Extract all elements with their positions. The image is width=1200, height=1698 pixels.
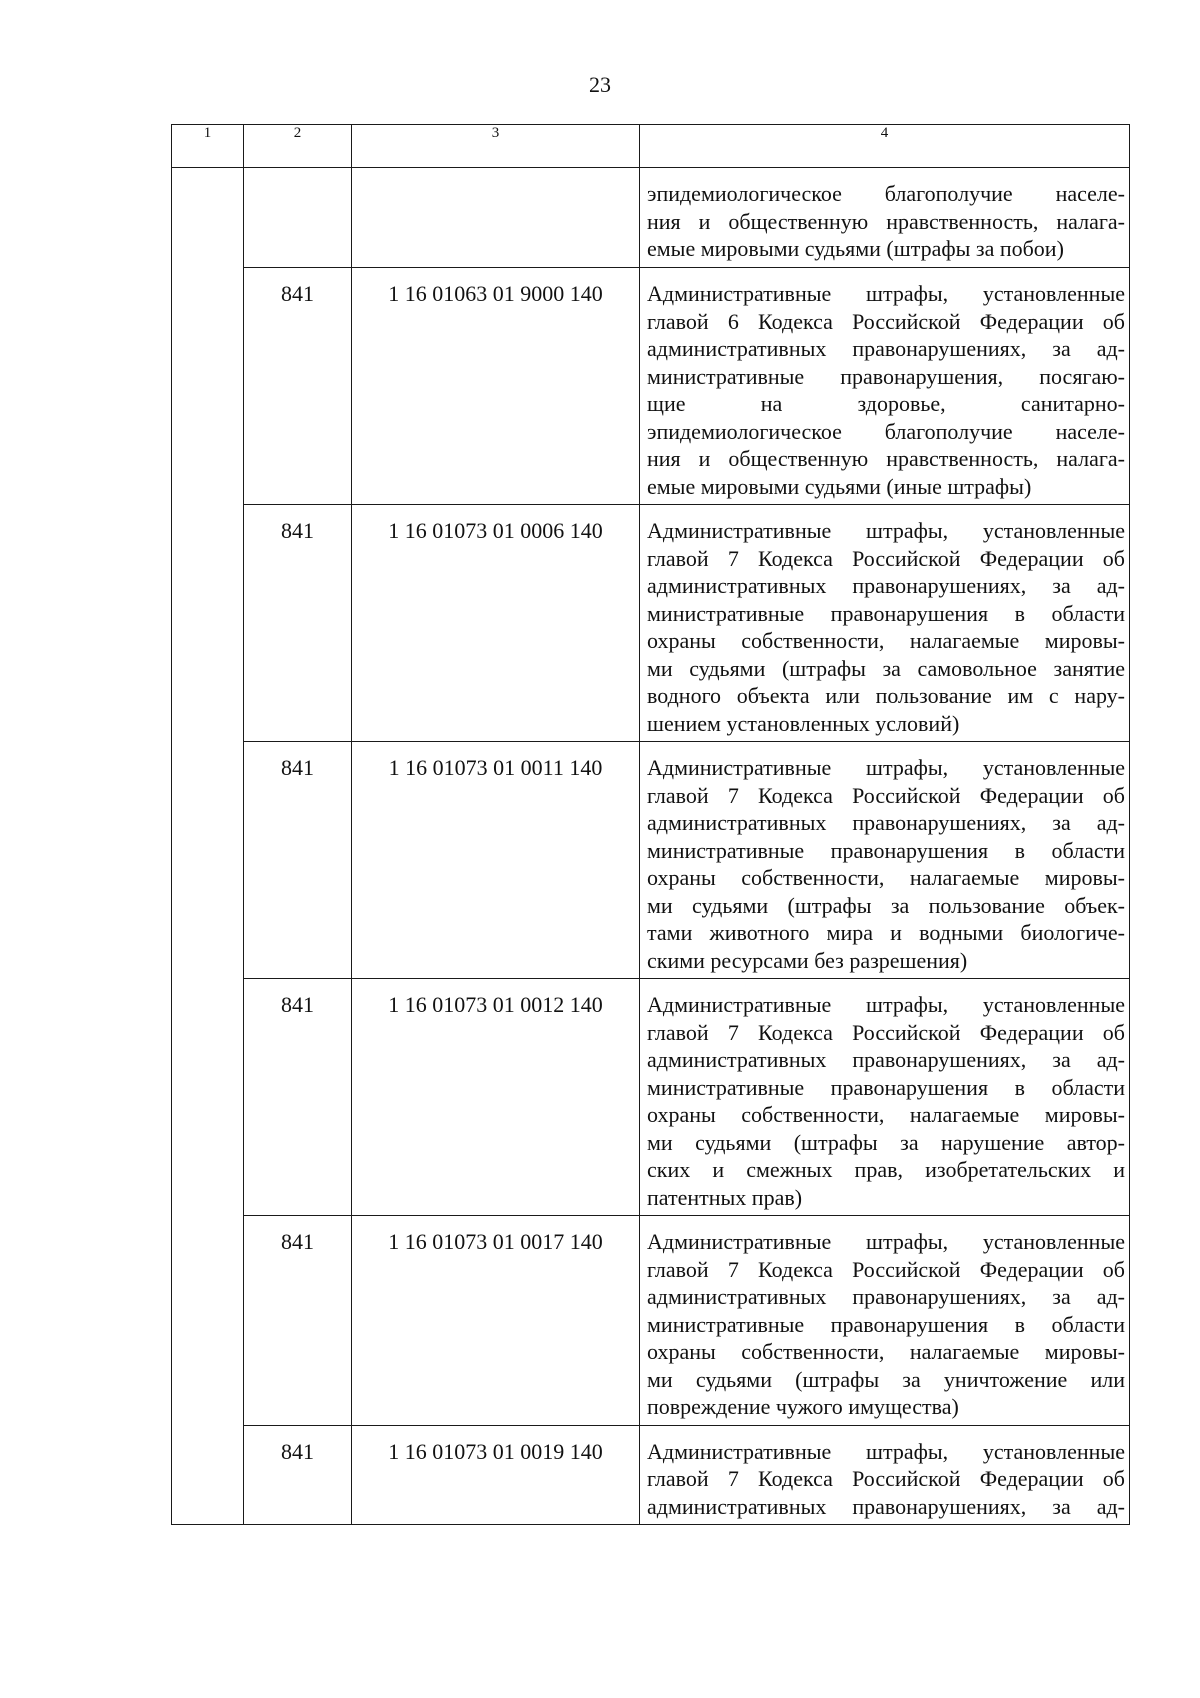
description-line: ния и общественную нравственность, налага- [647,446,1125,471]
table-row [172,1216,1130,1426]
admin-code-cell: 841 [244,268,352,505]
description-cell [640,742,1130,979]
description-line: охраны собственности, налагаемые мировы- [647,1339,1125,1364]
description-cell [640,1216,1130,1426]
description-line: административных правонарушениях, за ад- [647,1493,1125,1519]
description-line: эпидемиологическое благополучие населе- [647,418,1125,444]
description-line: административных правонарушениях, за ад- [647,573,1125,598]
admin-code-cell: 841 [244,742,352,979]
description-line: ми судьями (штрафы за самовольное занятие [647,655,1125,681]
admin-code-cell [244,168,352,268]
description-line: Административные штрафы, установленные [647,518,1125,543]
header-cell-1: 1 [172,125,244,168]
description-line: министративные правонарушения в области [647,837,1125,863]
description-line: административных правонарушениях, за ад- [647,336,1125,361]
description-cell [640,1425,1130,1525]
description-line: щие на здоровье, санитарно- [647,391,1125,416]
description-line: ми судьями (штрафы за пользование объек- [647,892,1125,918]
description-line: эпидемиологическое благополучие населе- [647,181,1125,206]
description-line: главой 7 Кодекса Российской Федерации об [647,1256,1125,1282]
description-line: охраны собственности, налагаемые мировы- [647,865,1125,890]
revenue-code-cell: 1 16 01073 01 0006 140 [352,505,640,742]
table-cell-col1 [172,168,244,1525]
description-line: министративные правонарушения в области [647,1074,1125,1100]
revenue-code-cell: 1 16 01073 01 0019 140 [352,1425,640,1525]
description-line: скими ресурсами без разрешения) [647,947,968,973]
admin-code-cell: 841 [244,505,352,742]
description-line: емые мировыми судьями (иные штрафы) [647,473,1032,499]
description-line: главой 6 Кодекса Российской Федерации об [647,308,1125,334]
description-cell [640,268,1130,505]
description-line: министративные правонарушения в области [647,600,1125,626]
description-line: главой 7 Кодекса Российской Федерации об [647,782,1125,808]
description-line: тами животного мира и водными биологиче- [647,920,1125,945]
table-row [172,1425,1130,1525]
description-line: административных правонарушениях, за ад- [647,1047,1125,1072]
revenue-code-cell: 1 16 01073 01 0017 140 [352,1216,640,1426]
description-line: шением установленных условий) [647,710,960,736]
revenue-code-cell: 1 16 01073 01 0011 140 [352,742,640,979]
header-cell-4: 4 [640,125,1130,168]
description-line: ния и общественную нравственность, налага- [647,208,1125,234]
description-line: министративные правонарушения, посягаю- [647,363,1125,389]
description-line: административных правонарушениях, за ад- [647,1284,1125,1309]
table-row [172,168,1130,268]
description-line: повреждение чужого имущества) [647,1394,959,1419]
header-cell-3: 3 [352,125,640,168]
description-cell [640,168,1130,268]
description-line: охраны собственности, налагаемые мировы- [647,1102,1125,1127]
description-line: Административные штрафы, установленные [647,281,1125,306]
description-line: ских и смежных прав, изобретательских и [647,1157,1125,1182]
table-row [172,742,1130,979]
description-cell [640,979,1130,1216]
description-line: административных правонарушениях, за ад- [647,810,1125,835]
revenue-code-cell: 1 16 01063 01 9000 140 [352,268,640,505]
admin-code-cell: 841 [244,1216,352,1426]
description-line: охраны собственности, налагаемые мировы- [647,628,1125,653]
description-line: Административные штрафы, установленные [647,1438,1125,1464]
revenue-code-cell [352,168,640,268]
description-cell [640,505,1130,742]
description-line: ми судьями (штрафы за нарушение автор- [647,1129,1125,1155]
table-header-row [172,125,1130,168]
revenue-code-table [171,124,1130,1525]
page-number: 23 [589,72,611,97]
description-line: главой 7 Кодекса Российской Федерации об [647,1019,1125,1045]
description-line: Административные штрафы, установленные [647,755,1125,780]
description-line: министративные правонарушения в области [647,1311,1125,1337]
admin-code-cell: 841 [244,1425,352,1525]
admin-code-cell: 841 [244,979,352,1216]
description-line: главой 7 Кодекса Российской Федерации об [647,1466,1125,1491]
table-row [172,979,1130,1216]
revenue-code-cell: 1 16 01073 01 0012 140 [352,979,640,1216]
description-line: емые мировыми судьями (штрафы за побои) [647,236,1064,261]
header-cell-2: 2 [244,125,352,168]
table-row [172,505,1130,742]
table-row [172,268,1130,505]
description-line: главой 7 Кодекса Российской Федерации об [647,545,1125,571]
description-line: ми судьями (штрафы за уничтожение или [647,1366,1125,1392]
description-line: Административные штрафы, установленные [647,992,1125,1017]
description-line: водного объекта или пользование им с нару- [647,683,1125,708]
description-line: патентных прав) [647,1184,803,1210]
description-line: Административные штрафы, установленные [647,1229,1125,1254]
